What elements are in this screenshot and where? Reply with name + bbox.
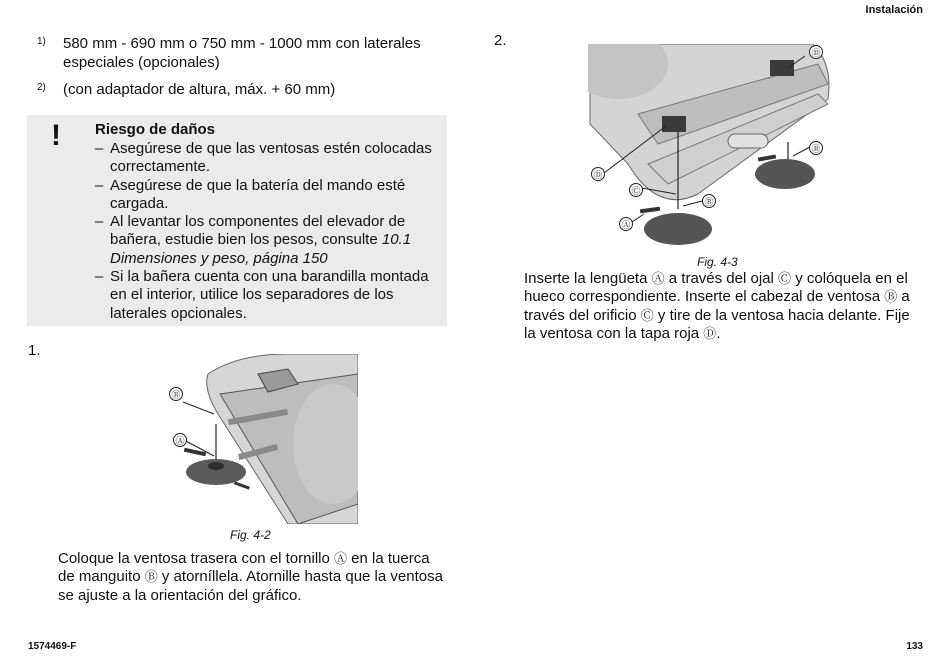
text: y tire de la ventosa hacia delante. Fije la ventosa con la tapa roja <box>524 306 910 342</box>
text: y colóquela en el hueco correspondiente. Inserte el cabezal de ventosa <box>524 270 908 306</box>
warning-item <box>95 213 440 268</box>
step-1-number: 1. <box>28 342 41 359</box>
dash: – <box>95 213 104 231</box>
callout-b: Ⓑ <box>171 390 181 400</box>
warning-item <box>95 177 440 214</box>
footnote-mark: 2) <box>37 82 46 93</box>
warning-item <box>95 268 440 323</box>
callout-ref: Ⓒ <box>778 271 792 286</box>
footnote-text: (con adaptador de altura, máx. + 60 mm) <box>63 81 336 98</box>
text: Inserte la lengüeta <box>524 270 652 287</box>
figure-4-3-illustration <box>588 44 848 249</box>
footnote-2 <box>37 80 447 100</box>
warning-title: Riesgo de daños <box>95 121 216 138</box>
callout-d: Ⓓ <box>593 170 603 180</box>
callout-ref: Ⓐ <box>334 551 348 566</box>
figure-4-2-illustration <box>148 354 358 524</box>
dash: – <box>95 176 104 194</box>
callout-ref: Ⓑ <box>884 289 898 305</box>
warning-icon: ! <box>51 119 61 152</box>
text: en la tuerca de manguito <box>58 550 430 586</box>
callout-a: Ⓐ <box>175 436 185 446</box>
callout-ref: Ⓐ <box>651 271 665 286</box>
dash: – <box>95 268 104 286</box>
step-2-number: 2. <box>494 32 507 49</box>
footnote-text: 580 mm - 690 mm o 750 mm - 1000 mm con laterales especiales (opcionales) <box>63 35 421 71</box>
warning-box <box>27 115 447 326</box>
callout-c: Ⓒ <box>631 186 641 196</box>
page-number: 133 <box>906 641 923 652</box>
dash: – <box>95 140 104 157</box>
text: y atorníllela. Atornille hasta que la ventosa se ajuste a la orientación del gráfico. <box>58 568 443 604</box>
callout-ref: Ⓒ <box>640 307 654 323</box>
text: a través del orificio <box>524 288 910 324</box>
callout-ref: Ⓓ <box>703 325 717 341</box>
cross-reference-link[interactable]: 10.1 Dimensiones y peso, página 150 <box>110 231 412 267</box>
section-header: Instalación <box>865 4 923 16</box>
callout-b: Ⓑ <box>811 144 821 154</box>
warning-item-text: Asegúrese de que las ventosas estén colocadas correctamente. <box>110 140 432 176</box>
step-1-instructions <box>58 550 450 605</box>
warning-item <box>95 140 440 177</box>
callout-d: Ⓓ <box>811 48 821 58</box>
figure-4-3-caption: Fig. 4-3 <box>697 255 738 269</box>
warning-item-text: Asegúrese de que la batería del mando esté cargada. <box>110 176 406 212</box>
footnote-mark: 1) <box>37 36 46 47</box>
text: Coloque la ventosa trasera con el tornillo <box>58 550 334 567</box>
warning-item-text: Si la bañera cuenta con una barandilla montada en el interior, utilice los separadores de los laterales opcionales. <box>110 268 429 322</box>
step-2-instructions <box>524 270 916 343</box>
footnote-1 <box>37 34 447 74</box>
callout-b: Ⓑ <box>704 197 714 207</box>
document-number: 1574469-F <box>28 641 77 652</box>
callout-a: Ⓐ <box>621 220 631 230</box>
warning-list <box>95 140 440 323</box>
figure-4-2-caption: Fig. 4-2 <box>230 528 271 542</box>
text: . <box>716 324 721 342</box>
callout-ref: Ⓑ <box>144 569 158 585</box>
text: a través del ojal <box>664 270 779 287</box>
warning-item-text: Al levantar los componentes del elevador de bañera, estudie bien los pesos, consulte <box>110 213 406 249</box>
